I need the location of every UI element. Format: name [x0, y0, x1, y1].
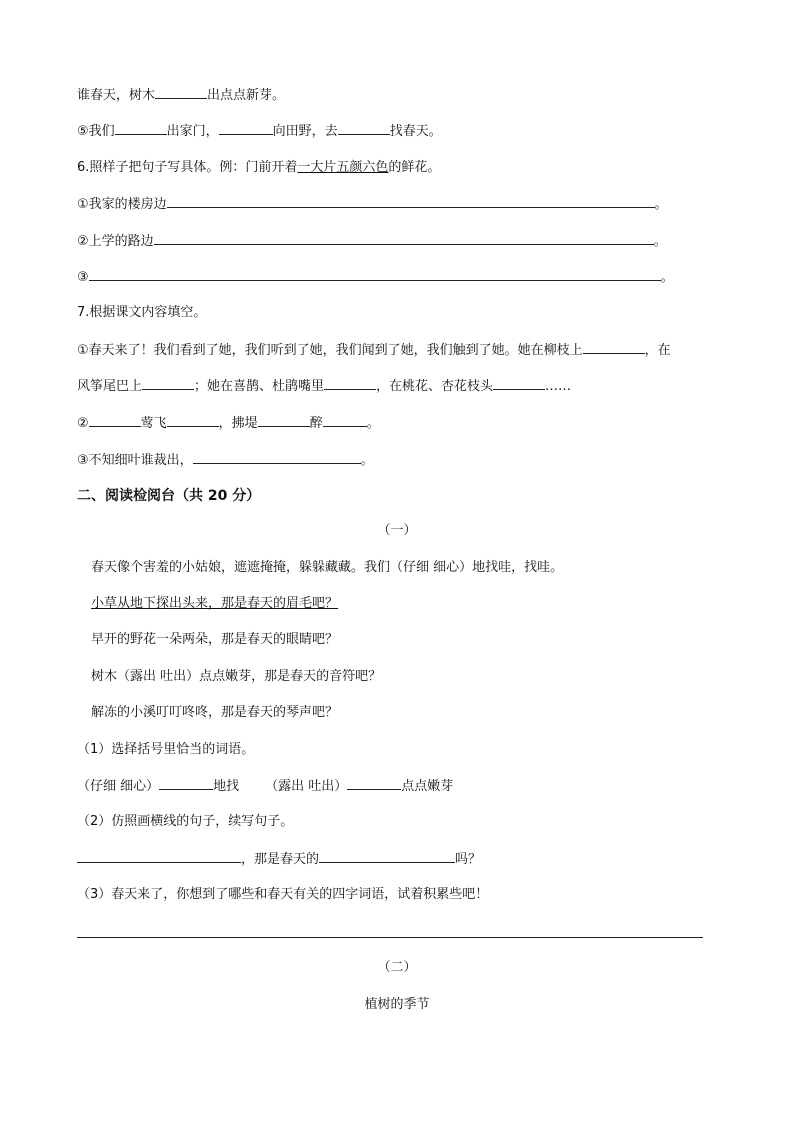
answer-blank[interactable]	[493, 375, 545, 390]
fill-line-5: ⑤我们 出家门， 向田野，去 找春天。	[77, 120, 442, 142]
section-2-heading: 二、阅读检阅台（共 20 分）	[77, 488, 261, 504]
fill-line-trees: 谁春天，树木 出点点新芽。	[77, 84, 285, 106]
answer-blank[interactable]	[323, 412, 367, 427]
answer-blank[interactable]	[193, 449, 361, 464]
part-1-label: （一）	[377, 523, 417, 538]
sub-question-2-answer: ，那是春天的 吗？	[77, 848, 481, 870]
question-6-item-2: ②上学的路边 。	[77, 230, 667, 252]
passage-line-5: 解冻的小溪叮叮咚咚，那是春天的琴声吧？	[91, 705, 339, 720]
answer-blank[interactable]	[583, 339, 645, 354]
answer-blank[interactable]	[142, 375, 194, 390]
question-7-item-3: ③不知细叶谁裁出， 。	[77, 449, 374, 471]
passage-2-title: 植树的季节	[364, 997, 430, 1012]
passage-line-1: 春天像个害羞的小姑娘，遮遮掩掩，躲躲藏藏。我们（仔细 细心）地找哇，找哇。	[91, 560, 564, 575]
question-6-item-1: ①我家的楼房边 。	[77, 193, 668, 215]
part-2-label: （二）	[377, 960, 417, 975]
answer-blank[interactable]	[115, 120, 167, 135]
passage-line-4: 树木（露出 吐出）点点嫩芽，那是春天的音符吧？	[91, 669, 382, 684]
question-7-item-2: ② 莺飞 ，拂堤 醉 。	[77, 412, 380, 434]
answer-blank[interactable]	[89, 412, 141, 427]
sub-question-3: （3）春天来了，你想到了哪些和春天有关的四字词语，试着积累些吧！	[77, 887, 489, 902]
passage-line-3: 早开的野花一朵两朵，那是春天的眼睛吧？	[91, 632, 339, 647]
question-7-item-1: ①春天来了！我们看到了她，我们听到了她，我们闻到了她，我们触到了她。她在柳枝上 ，在	[77, 339, 671, 361]
answer-blank[interactable]	[319, 848, 455, 863]
answer-blank[interactable]	[154, 230, 654, 245]
question-7-item-1-cont: 风筝尾巴上 ；她在喜鹊、杜鹃嘴里 ，在桃花、杏花枝头 ……	[77, 375, 571, 397]
answer-blank[interactable]	[338, 120, 390, 135]
question-6-title: 6.照样子把句子写具体。例：门前开着一大片五颜六色的鲜花。	[77, 160, 441, 175]
answer-blank[interactable]	[77, 848, 241, 863]
sub-question-2: （2）仿照画横线的句子，续写句子。	[77, 814, 294, 829]
answer-blank[interactable]	[258, 412, 310, 427]
answer-line[interactable]	[77, 937, 703, 938]
answer-blank[interactable]	[155, 84, 207, 99]
sub-question-1: （1）选择括号里恰当的词语。	[77, 742, 255, 757]
passage-line-2-underlined: 小草从地下探出头来，那是春天的眉毛吧？	[91, 596, 339, 611]
answer-blank[interactable]	[167, 193, 655, 208]
answer-blank[interactable]	[89, 266, 661, 281]
answer-blank[interactable]	[347, 775, 401, 790]
sub-question-1-answers: （仔细 细心） 地找 （露出 吐出） 点点嫩芽	[77, 775, 453, 797]
question-7-title: 7.根据课文内容填空。	[77, 305, 207, 320]
answer-blank[interactable]	[219, 120, 273, 135]
answer-blank[interactable]	[167, 412, 219, 427]
question-6-item-3: ③ 。	[77, 266, 674, 288]
answer-blank[interactable]	[324, 375, 376, 390]
answer-blank[interactable]	[159, 775, 213, 790]
